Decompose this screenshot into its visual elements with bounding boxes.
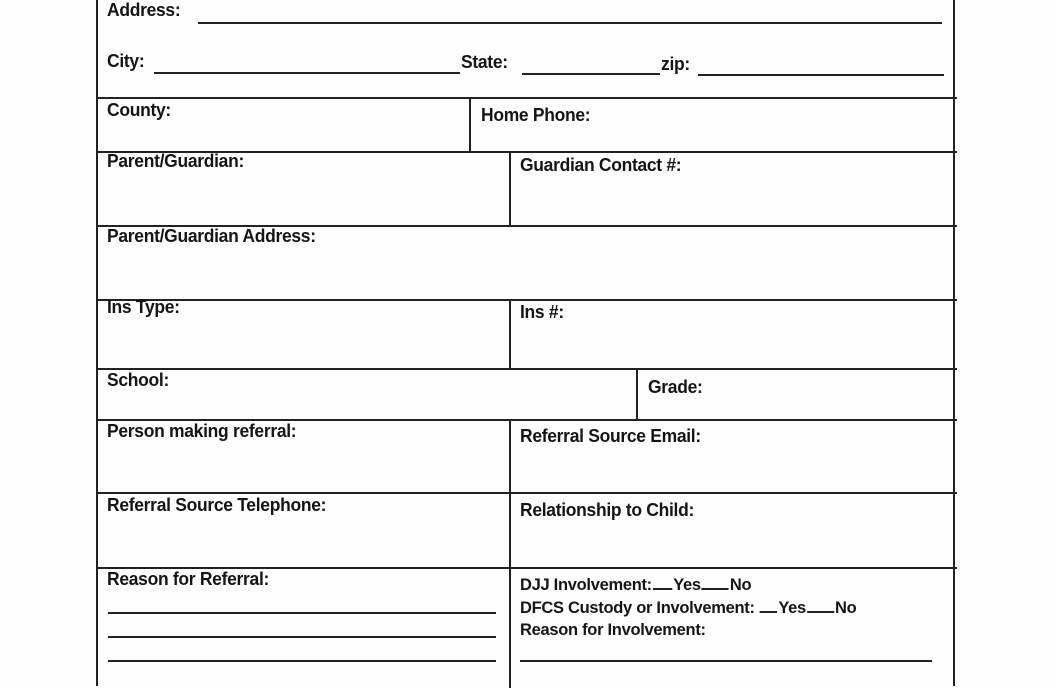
column-divider [509,493,511,567]
county-label: County: [107,100,171,120]
address-line[interactable] [198,22,942,24]
dfcs-involvement-label: DFCS Custody or Involvement: [520,598,755,617]
djj-yes-blank[interactable] [653,574,672,590]
dfcs-yes-label: Yes [778,598,806,617]
dfcs-yes-blank[interactable] [760,597,777,613]
reason-line[interactable] [108,660,496,662]
ins-number-label: Ins #: [520,302,564,322]
relationship-to-child-label: Relationship to Child: [520,500,695,520]
row-divider [98,368,957,370]
referral-form [96,0,955,686]
column-divider [509,420,511,492]
school-label: School: [107,370,169,390]
row-divider [98,299,957,301]
djj-yes-label: Yes [673,575,701,594]
column-divider [509,568,511,688]
zip-line[interactable] [698,74,944,76]
grade-label: Grade: [648,377,703,397]
dfcs-involvement-row [520,597,856,618]
person-making-referral-label: Person making referral: [107,421,297,441]
parent-guardian-address-label: Parent/Guardian Address: [107,226,316,246]
djj-involvement-label: DJJ Involvement: [520,575,652,594]
guardian-contact-label: Guardian Contact #: [520,155,682,175]
state-line[interactable] [522,73,660,75]
city-label: City: [107,51,145,71]
column-divider [636,369,638,419]
dfcs-no-label: No [835,598,857,617]
djj-involvement-row [520,574,751,595]
djj-no-label: No [729,575,752,594]
row-divider [98,97,957,99]
city-line[interactable] [154,72,460,74]
djj-no-blank[interactable] [702,574,729,590]
involvement-reason-line[interactable] [520,660,932,662]
reason-for-referral-label: Reason for Referral: [107,569,270,589]
home-phone-label: Home Phone: [481,105,591,125]
column-divider [509,300,511,368]
referral-source-email-label: Referral Source Email: [520,426,701,446]
column-divider [509,152,511,225]
column-divider [469,98,471,151]
reason-line[interactable] [108,636,496,638]
state-label: State: [461,52,508,72]
row-divider [98,492,957,494]
address-label: Address: [107,0,181,20]
parent-guardian-label: Parent/Guardian: [107,151,244,171]
dfcs-no-blank[interactable] [807,597,834,613]
reason-for-involvement-label: Reason for Involvement: [520,620,706,639]
referral-source-telephone-label: Referral Source Telephone: [107,495,327,515]
ins-type-label: Ins Type: [107,297,180,317]
reason-line[interactable] [108,612,496,614]
zip-label: zip: [661,54,690,74]
